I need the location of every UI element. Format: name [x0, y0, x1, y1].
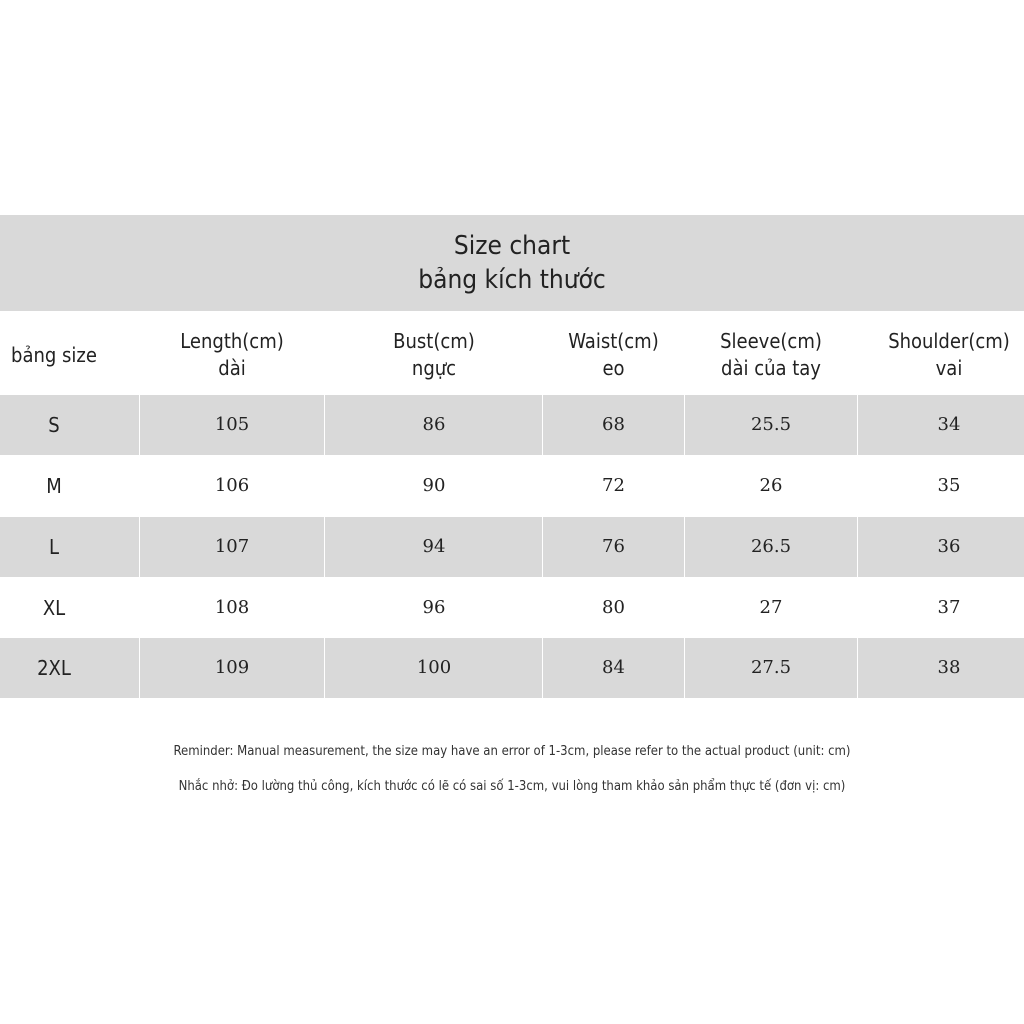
- size-chart-title-band: [0, 215, 1024, 311]
- size-cell: 2XL: [37, 656, 71, 680]
- reminder-note-english: Reminder: Manual measurement, the size may have an error of 1-3cm, please refer to the actual product (unit: cm): [173, 744, 851, 759]
- header-length-sublabel: dài: [218, 356, 246, 380]
- waist-cell: 84: [602, 657, 625, 678]
- size-cell: XL: [42, 596, 66, 620]
- sleeve-cell: 26: [759, 475, 783, 496]
- length-cell: 106: [214, 475, 250, 496]
- sleeve-cell: 25.5: [750, 414, 792, 435]
- header-sleeve-sublabel: dài của tay: [721, 356, 821, 380]
- sleeve-cell: 27: [759, 597, 783, 618]
- header-size-label: bảng size: [11, 343, 97, 367]
- shoulder-cell: 37: [937, 597, 961, 618]
- table-header-row: [0, 311, 1024, 395]
- length-cell: 108: [214, 597, 250, 618]
- header-waist: [543, 311, 684, 395]
- waist-cell: 80: [602, 597, 625, 618]
- header-waist-label: Waist(cm): [568, 329, 659, 353]
- sleeve-cell: 27.5: [750, 657, 792, 678]
- waist-cell: 68: [602, 414, 625, 435]
- sleeve-cell: 26.5: [750, 536, 792, 557]
- header-shoulder-sublabel: vai: [935, 356, 963, 380]
- shoulder-cell: 34: [937, 414, 961, 435]
- bust-cell: 90: [422, 475, 446, 496]
- header-sleeve: [685, 311, 857, 395]
- waist-cell: 76: [602, 536, 625, 557]
- table-row: [0, 638, 1024, 698]
- waist-cell: 72: [602, 475, 625, 496]
- header-bust: [325, 311, 543, 395]
- header-length-label: Length(cm): [180, 329, 284, 353]
- size-cell: L: [48, 535, 60, 559]
- length-cell: 107: [214, 536, 250, 557]
- table-row: [0, 395, 1024, 455]
- size-cell: S: [48, 413, 60, 437]
- table-row: [0, 517, 1024, 577]
- bust-cell: 96: [422, 597, 446, 618]
- size-chart-title: Size chart: [453, 231, 571, 261]
- length-cell: 109: [214, 657, 250, 678]
- header-size: [0, 311, 108, 395]
- header-bust-sublabel: ngực: [411, 356, 457, 380]
- reminder-note-vietnamese: Nhắc nhở: Đo lường thủ công, kích thước có lẽ có sai số 1-3cm, vui lòng tham khảo sản phẩm thực tế (đơn vị: cm): [178, 779, 846, 794]
- bust-cell: 94: [422, 536, 446, 557]
- shoulder-cell: 36: [937, 536, 961, 557]
- header-waist-sublabel: eo: [602, 356, 625, 380]
- shoulder-cell: 35: [937, 475, 961, 496]
- table-row: [0, 456, 1024, 516]
- header-shoulder: [858, 311, 1024, 395]
- header-bust-label: Bust(cm): [393, 329, 475, 353]
- size-chart-subtitle: bảng kích thước: [418, 265, 606, 295]
- table-row: [0, 578, 1024, 638]
- header-sleeve-label: Sleeve(cm): [720, 329, 822, 353]
- length-cell: 105: [214, 414, 250, 435]
- bust-cell: 100: [416, 657, 452, 678]
- size-cell: M: [46, 474, 62, 498]
- shoulder-cell: 38: [937, 657, 961, 678]
- header-length: [140, 311, 324, 395]
- header-shoulder-label: Shoulder(cm): [888, 329, 1010, 353]
- bust-cell: 86: [422, 414, 446, 435]
